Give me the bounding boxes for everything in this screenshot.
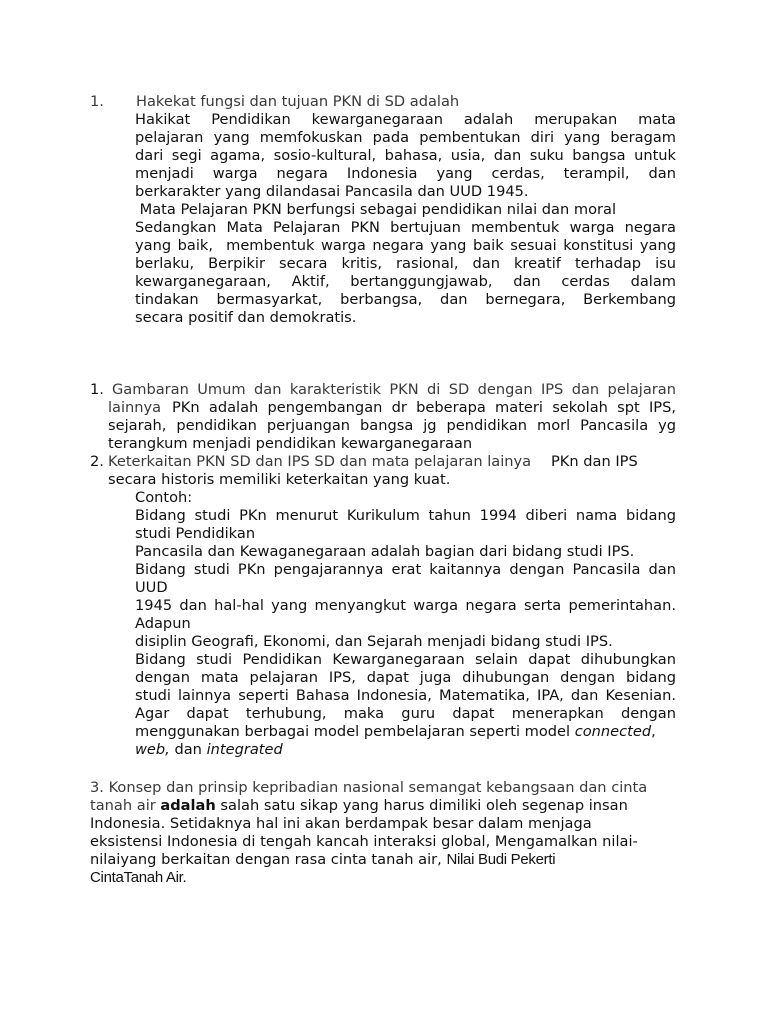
section3-line5-pre: nilaiyang berkaitan dengan rasa cinta tanah air, — [90, 851, 447, 868]
section1-line: pelajaran yang memfokuskan pada pembentukan diri yang beragam — [135, 129, 676, 146]
section2-item2-line-models — [135, 723, 656, 741]
section2-item2-line: Agar dapat terhubung, maka guru dapat menerapkan dengan — [135, 705, 676, 722]
section2-item2-line: studi lainnya seperti Bahasa Indonesia, Matematika, IPA, dan Kesenian. — [135, 687, 676, 704]
section2-item2-line: Bidang studi PKn pengajarannya erat kaitannya dengan Pancasila dan — [135, 561, 676, 578]
models-text: menggunakan berbagai model pembelajaran seperti model — [135, 723, 571, 740]
section2-item2-line: studi Pendidikan — [135, 525, 256, 542]
section3-line5-tail: Nilai Budi Pekerti — [446, 851, 556, 868]
section3-bold-adalah: adalah — [160, 797, 216, 814]
section1-line: berlaku, Berpikir secara kritis, rasional, dan kreatif terhadap isu — [135, 255, 676, 272]
comma: , — [651, 723, 656, 740]
section3-line4: eksistensi Indonesia di tengah kancah interaksi global, Mengamalkan nilai- — [90, 833, 638, 850]
section1-line: menjadi warga negara Indonesia yang cerdas, terampil, dan — [135, 165, 676, 182]
section2-item2-line: Bidang studi Pendidikan Kewarganegaraan selain dapat dihubungkan — [135, 651, 676, 668]
section1-heading: Hakekat fungsi dan tujuan PKN di SD adalah — [136, 93, 460, 110]
section1-number: 1. — [90, 93, 104, 110]
section2-item2-line: Adapun — [135, 615, 191, 632]
model-integrated: integrated — [206, 741, 283, 758]
section3-line3: Indonesia. Setidaknya hal ini akan berdampak besar dalam menjaga — [90, 815, 592, 832]
section2-item2-line: dengan mata pelajaran IPS, dapat juga dihubungan dengan bidang — [135, 669, 676, 686]
section1-line: berkarakter yang dilandasai Pancasila dan UUD 1945. — [135, 183, 529, 200]
section3-line5 — [90, 851, 555, 869]
section2-item2-line: Pancasila dan Kewaganegaraan adalah bagian dari bidang studi IPS. — [135, 543, 635, 560]
section3-line1: 3. Konsep dan prinsip kepribadian nasional semangat kebangsaan dan cinta — [90, 779, 648, 796]
section2-item2-line-models2 — [135, 741, 283, 759]
section3-line2-post: salah satu sikap yang harus dimiliki oleh segenap insan — [215, 797, 628, 814]
dan-text: dan — [169, 741, 207, 758]
section2-item2-lead: Keterkaitan PKN SD dan IPS SD dan mata pelajaran lainya — [108, 453, 532, 470]
section1-line: dari segi agama, sosio-kultural, bahasa, usia, dan suku bangsa untuk — [135, 147, 676, 164]
section2-item2-number: 2. — [90, 453, 104, 470]
section1-line: secara positif dan demokratis. — [135, 309, 357, 326]
section2-item2-line: disiplin Geografi, Ekonomi, dan Sejarah menjadi bidang studi IPS. — [135, 633, 613, 650]
model-connected: connected — [574, 723, 652, 740]
section3-line2 — [90, 797, 628, 815]
section2-item1-line: sejarah, pendidikan perjuangan bangsa jg pendidikan morl Pancasila yg — [108, 417, 676, 434]
model-web: web, — [135, 741, 170, 758]
contoh-label: Contoh: — [135, 489, 193, 506]
section1-line: tindakan bermasyarkat, berbangsa, dan bernegara, Berkembang — [135, 291, 676, 308]
section2-item1-line: terangkum menjadi pendidikan kewarganegaraan — [108, 435, 473, 452]
section2-item1-lead2: lainnya — [108, 399, 162, 416]
section3-line6: CintaTanah Air. — [90, 869, 187, 886]
section1-line: kewarganegaraan, Aktif, bertanggungjawab, dan cerdas dalam — [135, 273, 676, 290]
section2-item2-line: UUD — [135, 579, 168, 596]
section3-line2-pre: tanah air — [90, 797, 161, 814]
section1-line: Mata Pelajaran PKN berfungsi sebagai pendidikan nilai dan moral — [135, 201, 617, 218]
section2-item2-line: 1945 dan hal-hal yang menyangkut warga negara serta pemerintahan. — [135, 597, 676, 614]
section1-line: yang baik, membentuk warga negara yang baik sesuai konstitusi yang — [135, 237, 676, 254]
section2-item1-lead: Gambaran Umum dan karakteristik PKN di SD dengan IPS dan pelajaran — [112, 381, 676, 398]
section2-item2-lead-tail: PKn dan IPS — [551, 453, 638, 470]
section2-item2-line2: secara historis memiliki keterkaitan yang kuat. — [108, 471, 451, 488]
section1-line: Hakikat Pendidikan kewarganegaraan adalah merupakan mata — [135, 111, 676, 128]
section1-line: Sedangkan Mata Pelajaran PKN bertujuan membentuk warga negara — [135, 219, 676, 236]
section2-item2-line: Bidang studi PKn menurut Kurikulum tahun 1994 diberi nama bidang — [135, 507, 676, 524]
section2-item1-line: PKn adalah pengembangan dr beberapa materi sekolah spt IPS, — [172, 399, 676, 416]
section2-item1-number: 1. — [90, 381, 104, 398]
